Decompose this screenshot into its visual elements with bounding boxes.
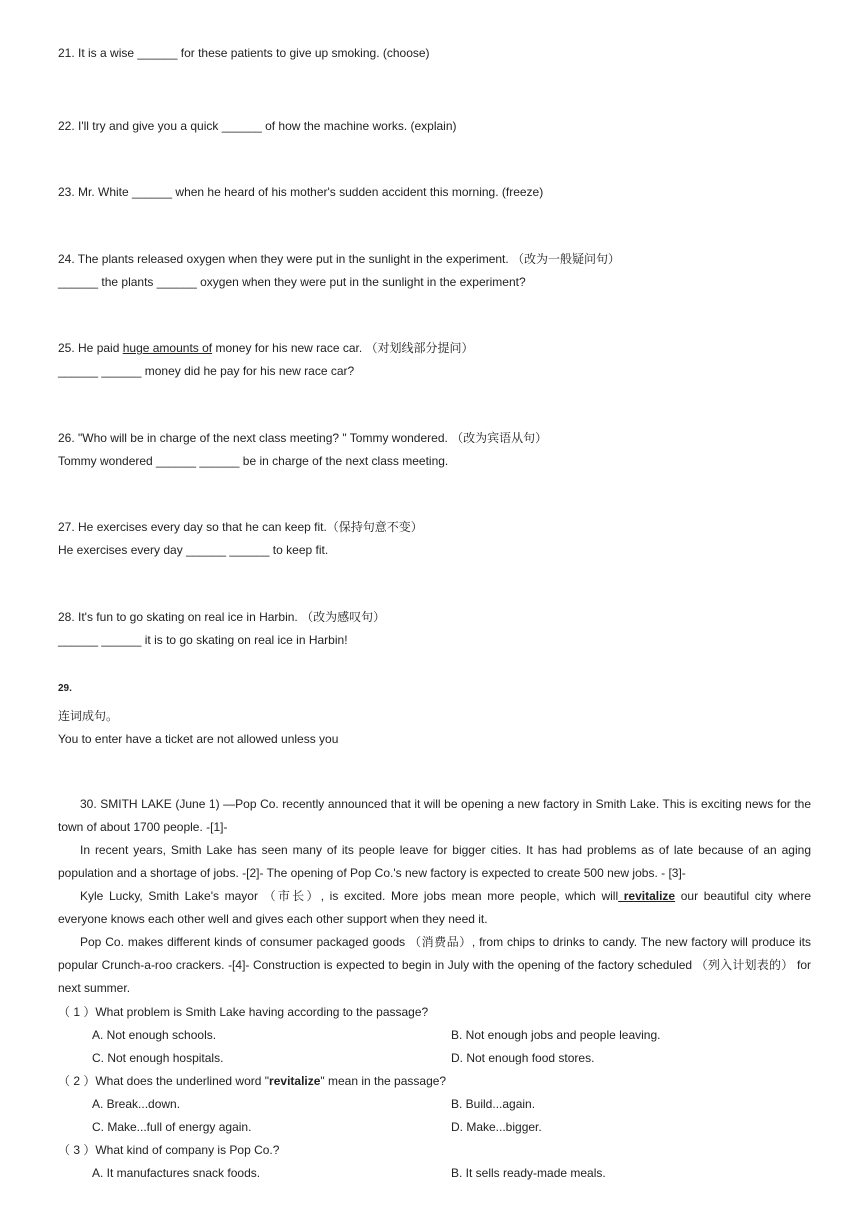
- sub-question-2-option-b: B. Build...again.: [451, 1097, 536, 1111]
- question-25-answer-line: ______ ______ money did he pay for his new race car?: [58, 364, 355, 378]
- question-25-prompt: [58, 340, 474, 356]
- underlined-word-revitalize: revitalize: [618, 889, 676, 903]
- sub-question-3-stem: （ 3 ）What kind of company is Pop Co.?: [58, 1143, 280, 1157]
- sub-question-3-option-b: B. It sells ready-made meals.: [451, 1166, 606, 1180]
- question-29-instruction: 连词成句。: [58, 709, 119, 723]
- sub-question-1-option-b: B. Not enough jobs and people leaving.: [451, 1028, 661, 1042]
- passage-paragraph-1: 30. SMITH LAKE (June 1) —Pop Co. recently announced that it will be opening a new factory in Smith Lake. This is exciting news for the town of about 1700 people. -[1]-: [58, 797, 811, 834]
- question-28-prompt: 28. It's fun to go skating on real ice in Harbin. （改为感叹句）: [58, 610, 386, 624]
- question-27-prompt: 27. He exercises every day so that he can keep fit.（保持句意不变）: [58, 520, 423, 534]
- sub-question-2-option-a: A. Break...down.: [92, 1097, 181, 1111]
- sub-question-1-stem: （ 1 ）What problem is Smith Lake having according to the passage?: [58, 1005, 429, 1019]
- sub-question-2-option-c: C. Make...full of energy again.: [92, 1120, 252, 1134]
- q25-underlined-phrase: huge amounts of: [122, 341, 213, 355]
- question-30-passage: [58, 793, 811, 1000]
- question-26-answer-line: Tommy wondered ______ ______ be in charge of the next class meeting.: [58, 454, 449, 468]
- q25-suffix: money for his new race car. （对划线部分提问）: [212, 341, 474, 355]
- sub-question-1-option-d: D. Not enough food stores.: [451, 1051, 595, 1065]
- sub-question-1-option-a: A. Not enough schools.: [92, 1028, 217, 1042]
- passage-paragraph-3: Kyle Lucky, Smith Lake's mayor （市长）, is excited. More jobs mean more people, which will revitalize our beautiful city where everyone knows each other well and gives each other support when they need it.: [58, 889, 812, 926]
- question-28-answer-line: ______ ______ it is to go skating on real ice in Harbin!: [58, 633, 348, 647]
- question-26-prompt: 26. "Who will be in charge of the next class meeting? " Tommy wondered. （改为宾语从句）: [58, 431, 548, 445]
- bold-word-revitalize: revitalize: [269, 1074, 321, 1088]
- question-23: 23. Mr. White ______ when he heard of his mother's sudden accident this morning. (freeze): [58, 185, 544, 199]
- passage-paragraph-2: In recent years, Smith Lake has seen many of its people leave for bigger cities. It has had problems as of late because of an aging population and a shortage of jobs. -[2]- The opening of Pop Co.'s new factory is expected to create 500 new jobs. - [3]-: [58, 843, 811, 880]
- sub-question-2-stem: （ 2 ）What does the underlined word "revitalize" mean in the passage?: [58, 1074, 447, 1088]
- sub-question-2-option-d: D. Make...bigger.: [451, 1120, 542, 1134]
- question-24-answer-line: ______ the plants ______ oxygen when they were put in the sunlight in the experiment?: [58, 275, 526, 289]
- q25-prefix: 25. He paid: [58, 341, 123, 355]
- question-29-words: You to enter have a ticket are not allowed unless you: [58, 732, 339, 746]
- question-24-prompt: 24. The plants released oxygen when they were put in the sunlight in the experiment. （改为一般疑问句）: [58, 252, 621, 266]
- passage-paragraph-4: Pop Co. makes different kinds of consumer packaged goods （消费品）, from chips to drinks to candy. The new factory will produce its popular Crunch-a-roo crackers. -[4]- Construction is expected to begin in July with the opening of the factory scheduled （列入计划表的） for next summer.: [58, 935, 811, 995]
- question-21: 21. It is a wise ______ for these patients to give up smoking. (choose): [58, 46, 430, 60]
- question-29-number: 29.: [58, 683, 72, 694]
- sub-question-3-option-a: A. It manufactures snack foods.: [92, 1166, 261, 1180]
- question-22: 22. I'll try and give you a quick ______ of how the machine works. (explain): [58, 119, 457, 133]
- sub-question-1-option-c: C. Not enough hospitals.: [92, 1051, 224, 1065]
- question-27-answer-line: He exercises every day ______ ______ to keep fit.: [58, 543, 329, 557]
